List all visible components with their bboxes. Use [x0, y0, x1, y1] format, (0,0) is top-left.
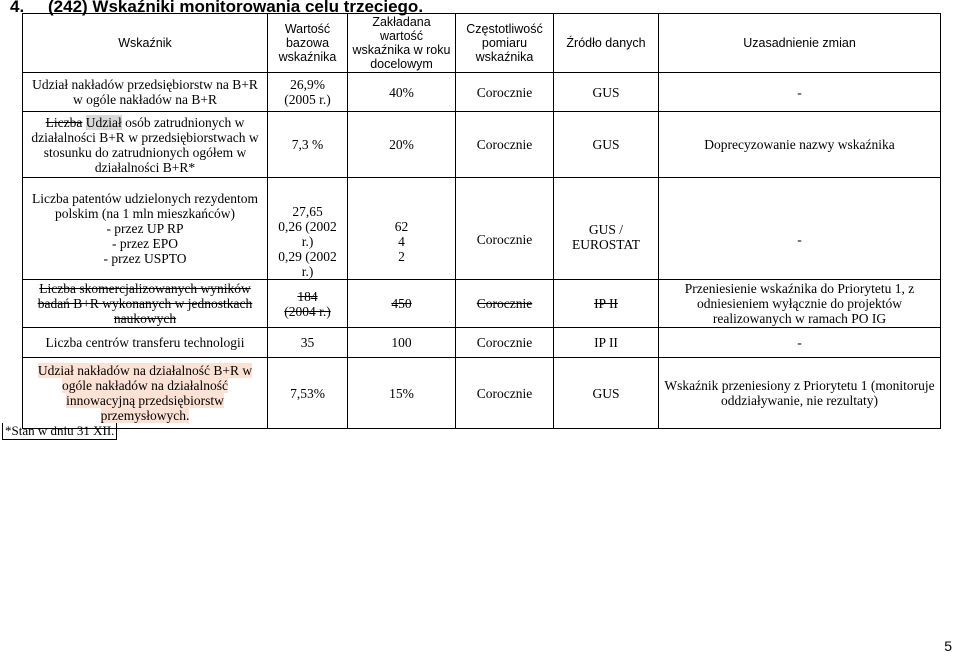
indicator-cell [23, 178, 268, 280]
table-row [23, 328, 941, 358]
justification-cell: - [659, 178, 941, 280]
source-cell: GUS [554, 112, 659, 178]
frequency-cell: Corocznie [456, 280, 554, 328]
target-value-cell: 40% [348, 73, 456, 112]
indicator-cell: Udział nakładów przedsiębiorstw na B+R w ogóle nakładów na B+R [23, 73, 268, 112]
header-target-value: Zakładana wartość wskaźnika w roku docelowym [348, 14, 456, 73]
indicator-cell [23, 112, 268, 178]
source-cell: IP II [554, 280, 659, 328]
indicator-cell [23, 358, 268, 429]
header-row [23, 14, 941, 73]
justification-cell: Wskaźnik przeniesiony z Priorytetu 1 (monitoruje oddziaływanie, nie rezultaty) [659, 358, 941, 429]
indicator-text: osób zatrudnionych w działalności B+R w przedsiębiorstwach w stosunku do zatrudnionych ogółem w działalności B+R* [31, 114, 259, 175]
target-value-cell [348, 178, 456, 280]
frequency-cell: Corocznie [456, 73, 554, 112]
justification-cell: Doprecyzowanie nazwy wskaźnika [659, 112, 941, 178]
table-row [23, 73, 941, 112]
indicator-subitem: - przez UP RP [106, 221, 184, 236]
table-row [23, 112, 941, 178]
target-value-cell: 20% [348, 112, 456, 178]
base-value-cell [268, 280, 348, 328]
footnote: *Stan w dniu 31 XII. [2, 423, 117, 440]
base-value-cell [268, 73, 348, 112]
base-value: 0,29 (2002 r.) [278, 249, 337, 279]
header-source: Źródło danych [554, 14, 659, 73]
frequency-cell: Corocznie [456, 328, 554, 358]
base-value: 27,65 [292, 204, 323, 219]
target-value: 2 [398, 249, 405, 264]
header-justification: Uzasadnienie zmian [659, 14, 941, 73]
target-value-cell: 15% [348, 358, 456, 429]
target-value-cell: 100 [348, 328, 456, 358]
struck-text: Liczba [45, 114, 83, 130]
table-row [23, 178, 941, 280]
header-frequency: Częstotliwość pomiaru wskaźnika [456, 14, 554, 73]
source-cell: GUS / EUROSTAT [554, 178, 659, 280]
indicator-cell: Liczba skomercjalizowanych wyników badań B+R wykonanych w jednostkach naukowych [23, 280, 268, 328]
frequency-cell: Corocznie [456, 178, 554, 280]
base-value-cell [268, 178, 348, 280]
base-year: (2005 r.) [284, 92, 331, 107]
frequency-cell: Corocznie [456, 358, 554, 429]
justification-cell: - [659, 73, 941, 112]
header-indicator: Wskaźnik [23, 14, 268, 73]
base-value: 26,9% [290, 77, 325, 92]
page-number: 5 [944, 638, 952, 654]
table-row [23, 358, 941, 429]
source-cell: GUS [554, 358, 659, 429]
highlighted-text: Udział [85, 114, 122, 130]
section-title: (242) Wskaźniki monitorowania celu trzeciego. [48, 0, 424, 16]
justification-cell: Przeniesienie wskaźnika do Priorytetu 1, z odniesieniem wyłącznie do projektów realizowanych w ramach PO IG [659, 280, 941, 328]
table-row [23, 280, 941, 328]
justification-cell: - [659, 328, 941, 358]
base-value: 184 [297, 288, 318, 304]
header-base-value: Wartość bazowa wskaźnika [268, 14, 348, 73]
base-value-cell: 7,53% [268, 358, 348, 429]
base-value-cell: 7,3 % [268, 112, 348, 178]
target-value: 4 [398, 234, 405, 249]
base-value-cell: 35 [268, 328, 348, 358]
indicator-subitem: - przez EPO [112, 236, 178, 251]
source-cell: IP II [554, 328, 659, 358]
target-value-cell: 450 [348, 280, 456, 328]
base-value: 0,26 (2002 r.) [278, 219, 337, 249]
indicator-text: Udział nakładów na działalność B+R w ogóle nakładów na działalność innowacyjną przedsiębiorstw przemysłowych. [37, 363, 253, 423]
indicator-subitem: - przez USPTO [103, 251, 187, 266]
section-number: 4. [10, 0, 25, 16]
indicators-table [22, 13, 941, 429]
base-year: (2004 r.) [284, 303, 331, 319]
indicator-text: Liczba patentów udzielonych rezydentom polskim (na 1 mln mieszkańców) [31, 191, 259, 221]
indicator-cell: Liczba centrów transferu technologii [23, 328, 268, 358]
target-value: 62 [394, 219, 409, 234]
frequency-cell: Corocznie [456, 112, 554, 178]
source-cell: GUS [554, 73, 659, 112]
